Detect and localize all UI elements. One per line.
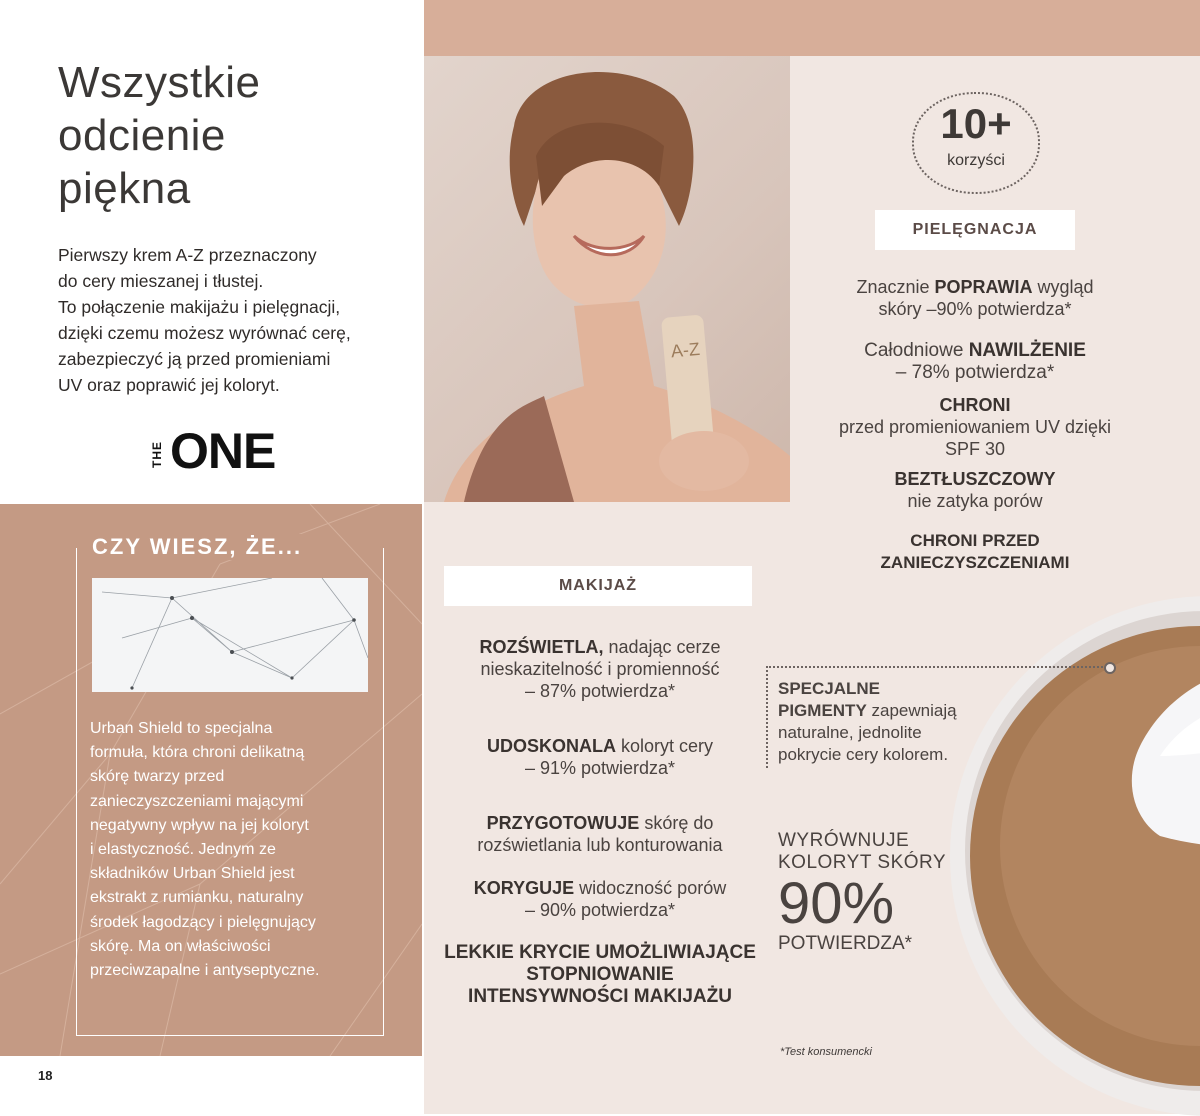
- logo-one: ONE: [170, 423, 276, 479]
- text: nieskazitelność i promienność: [480, 659, 720, 679]
- text-line: i elastyczność. Jednym ze: [90, 841, 276, 859]
- intro-line: zabezpieczyć ją przed promieniami: [58, 349, 331, 369]
- bold-text: SPECJALNE: [778, 679, 881, 698]
- stat-number: 90%: [778, 871, 895, 936]
- bold-text: BEZTŁUSZCZOWY: [894, 469, 1056, 489]
- text: – 91% potwierdza*: [524, 758, 676, 778]
- care-benefit-hydration: [820, 340, 1130, 384]
- the-one-logo: [150, 423, 300, 484]
- text: rozświetlania lub konturowania: [477, 835, 723, 855]
- text: – 78% potwierdza*: [895, 362, 1055, 383]
- text-line: formuła, która chroni delikatną: [90, 744, 305, 762]
- stat-line: WYRÓWNUJE: [778, 830, 910, 851]
- bold-text: PRZYGOTOWUJE: [486, 813, 640, 833]
- bold-text: POPRAWIA: [934, 277, 1033, 297]
- bold-text: CHRONI: [939, 395, 1011, 415]
- text-line: skórę. Ma on właściwości: [90, 937, 271, 955]
- care-benefit-improves: [820, 276, 1130, 320]
- makeup-benefit-perfects: [440, 735, 760, 779]
- text: przed promieniowaniem UV dzięki: [838, 417, 1112, 437]
- makeup-section-label: MAKIJAŻ: [444, 566, 752, 606]
- model-illustration: [424, 56, 790, 502]
- intro-line: To połączenie makijażu i pielęgnacji,: [58, 297, 341, 317]
- text: – 90% potwierdza*: [524, 900, 676, 920]
- bold-text: ZANIECZYSZCZENIAMI: [880, 553, 1070, 572]
- intro-line: do cery mieszanej i tłustej.: [58, 271, 264, 291]
- pigments-dotted-line: [766, 666, 1110, 669]
- text: pokrycie cery kolorem.: [778, 745, 949, 764]
- intro-line: dzięki czemu możesz wyrównać cerę,: [58, 323, 351, 343]
- bold-text: UDOSKONALA: [486, 736, 616, 756]
- intro-line: UV oraz poprawić jej koloryt.: [58, 375, 280, 395]
- makeup-benefit-prepares: [440, 812, 760, 856]
- care-benefit-oil-free: [820, 468, 1130, 512]
- text: nie zatyka porów: [907, 491, 1043, 511]
- page-title: [58, 56, 388, 215]
- bold-text: NAWILŻENIE: [968, 340, 1086, 361]
- makeup-benefit-illuminates: [440, 636, 760, 702]
- bold-text: ROZŚWIETLA,: [479, 637, 604, 657]
- makeup-benefit-corrects: [440, 877, 760, 921]
- text-line: środek łagodzący i pielęgnujący: [90, 913, 316, 931]
- text: naturalne, jednolite: [778, 723, 922, 742]
- text-line: Urban Shield to specjalna: [90, 720, 273, 737]
- logo-the: THE: [150, 441, 164, 469]
- text: nadając cerze: [603, 637, 721, 657]
- bold-text: LEKKIE KRYCIE UMOŻLIWIAJĄCE: [444, 942, 756, 963]
- text: koloryt cery: [615, 736, 714, 756]
- foundation-jar-image: [950, 596, 1200, 1116]
- text: wygląd: [1032, 277, 1094, 297]
- title-line: Wszystkie: [58, 58, 261, 107]
- bold-text: CHRONI PRZED: [910, 531, 1040, 550]
- did-you-know-text: [90, 717, 370, 983]
- title-line: piękna: [58, 164, 191, 213]
- text: widoczność porów: [574, 878, 727, 898]
- text: SPF 30: [944, 439, 1006, 459]
- text: Całodniowe: [864, 340, 969, 361]
- title-line: odcienie: [58, 111, 226, 160]
- page-number: 18: [38, 1068, 53, 1083]
- text-line: przeciwzapalne i antyseptyczne.: [90, 962, 320, 980]
- care-benefit-pollution: [820, 530, 1130, 574]
- badge-number: 10+: [940, 100, 1012, 147]
- makeup-benefit-light-coverage: [440, 942, 760, 1008]
- text-line: ekstrakt z rumianku, naturalny: [90, 889, 304, 907]
- text-line: składników Urban Shield jest: [90, 865, 295, 883]
- text-line: skórę twarzy przed: [90, 768, 225, 786]
- text-line: zanieczyszczeniami mającymi: [90, 792, 304, 810]
- did-you-know-panel: [0, 504, 422, 1056]
- intro-line: Pierwszy krem A-Z przeznaczony: [58, 245, 317, 265]
- pigments-pointer-dot: [1104, 662, 1116, 674]
- evens-skin-tone-stat: [778, 830, 958, 954]
- text: skórę do: [639, 813, 714, 833]
- pigments-dotted-vline: [766, 666, 769, 768]
- text-line: negatywny wpływ na jej koloryt: [90, 816, 309, 834]
- care-section-label: PIELĘGNACJA: [875, 210, 1075, 250]
- bold-text: STOPNIOWANIE: [526, 964, 674, 985]
- model-photo: [424, 56, 790, 502]
- bold-text: PIGMENTY: [778, 701, 867, 720]
- molecule-network-image: [92, 578, 368, 692]
- benefits-badge: [912, 92, 1040, 194]
- text: Znacznie: [856, 277, 935, 297]
- intro-text: [58, 242, 398, 398]
- text: – 87% potwierdza*: [524, 681, 676, 701]
- bold-text: INTENSYWNOŚCI MAKIJAŻU: [468, 986, 732, 1007]
- stat-line: POTWIERDZA*: [778, 933, 913, 954]
- text: zapewniają: [866, 701, 957, 720]
- badge-label: korzyści: [947, 152, 1005, 169]
- bold-text: KORYGUJE: [473, 878, 575, 898]
- svg-text:A-Z: A-Z: [670, 338, 701, 362]
- special-pigments-text: [778, 678, 978, 766]
- text: skóry –90% potwierdza*: [878, 299, 1072, 319]
- did-you-know-title: CZY WIESZ, ŻE...: [84, 534, 310, 560]
- top-color-band: [424, 0, 1200, 56]
- care-benefit-protects-uv: [820, 394, 1130, 460]
- footnote: *Test konsumencki: [780, 1046, 872, 1058]
- stat-line: KOLORYT SKÓRY: [778, 852, 947, 873]
